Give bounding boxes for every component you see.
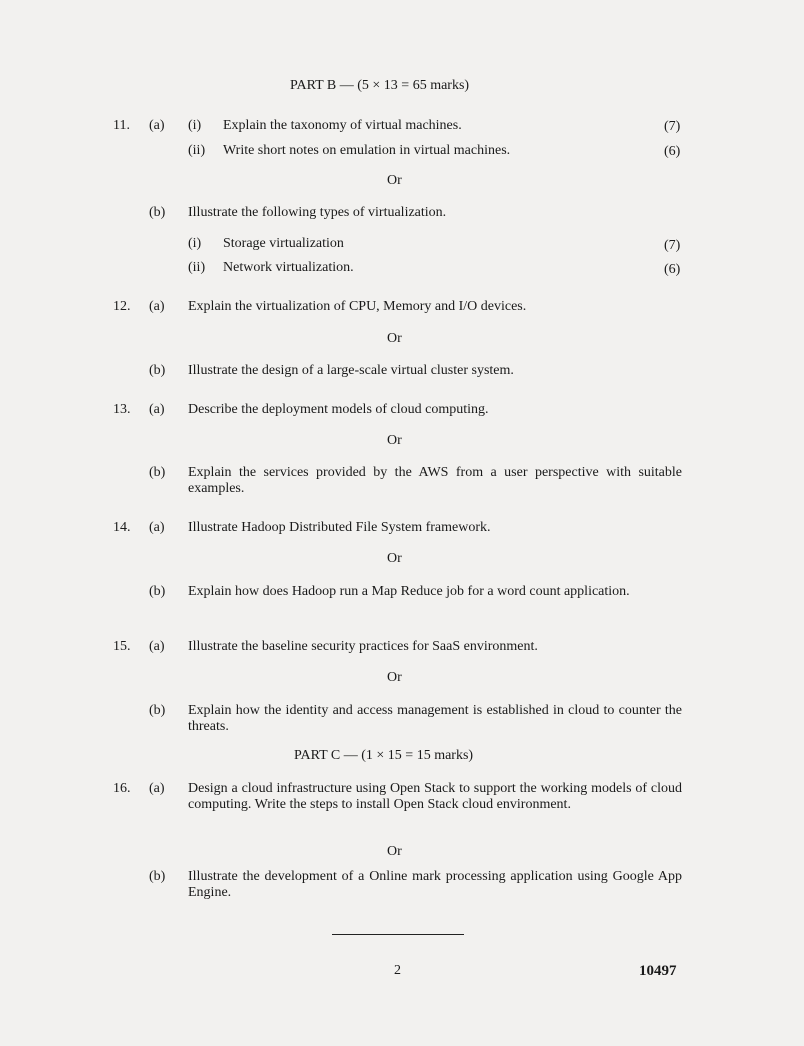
question-16a-label: (a): [149, 781, 165, 796]
question-11a-ii-label: (ii): [188, 143, 206, 158]
question-16-number: 16.: [113, 781, 131, 796]
question-15a-label: (a): [149, 639, 165, 654]
question-11b-i-text: Storage virtualization: [223, 236, 344, 251]
question-13a-label: (a): [149, 402, 165, 417]
question-15b-label: (b): [149, 703, 166, 718]
question-12-number: 12.: [113, 299, 131, 314]
question-13b-label: (b): [149, 465, 166, 480]
question-11a-i-marks: (7): [664, 119, 681, 134]
question-15-number: 15.: [113, 639, 131, 654]
question-11a-ii-marks: (6): [664, 144, 681, 159]
paper-code: 10497: [639, 963, 677, 979]
question-11b-ii-marks: (6): [664, 262, 681, 277]
question-13a-text: Describe the deployment models of cloud computing.: [188, 402, 489, 417]
question-14b-text: Explain how does Hadoop run a Map Reduce job for a word count application.: [188, 584, 630, 599]
question-14a-label: (a): [149, 520, 165, 535]
question-11b-label: (b): [149, 205, 166, 220]
part-b-heading: PART B — (5 × 13 = 65 marks): [290, 78, 470, 93]
question-13-number: 13.: [113, 402, 131, 417]
question-16b-text: Illustrate the development of a Online mark processing application using Google App Engine.: [188, 869, 682, 900]
question-12b-label: (b): [149, 363, 166, 378]
question-11b-i-marks: (7): [664, 238, 681, 253]
question-11a-ii-text: Write short notes on emulation in virtual machines.: [223, 143, 511, 158]
question-14a-text: Illustrate Hadoop Distributed File System framework.: [188, 520, 491, 535]
question-15b-text: Explain how the identity and access management is established in cloud to counter the threats.: [188, 703, 682, 734]
question-14-number: 14.: [113, 520, 131, 535]
question-11a-i-label: (i): [188, 118, 202, 133]
question-16a-text: Design a cloud infrastructure using Open Stack to support the working models of cloud computing. Write the steps to install Open Stack cloud environment.: [188, 781, 682, 812]
question-12a-label: (a): [149, 299, 165, 314]
question-12b-text: Illustrate the design of a large-scale virtual cluster system.: [188, 363, 514, 378]
question-11a-label: (a): [149, 118, 165, 133]
question-13-or: Or: [387, 433, 402, 448]
page-number: 2: [394, 963, 401, 978]
question-11-or: Or: [387, 173, 402, 188]
question-14-or: Or: [387, 551, 402, 566]
part-c-heading: PART C — (1 × 15 = 15 marks): [294, 748, 474, 763]
question-11-number: 11.: [113, 118, 130, 133]
question-12-or: Or: [387, 331, 402, 346]
question-16b-label: (b): [149, 869, 166, 884]
question-11a-i-text: Explain the taxonomy of virtual machines.: [223, 118, 462, 133]
question-11b-text: Illustrate the following types of virtualization.: [188, 205, 447, 220]
question-11b-ii-text: Network virtualization.: [223, 260, 354, 275]
question-12a-text: Explain the virtualization of CPU, Memory and I/O devices.: [188, 299, 527, 314]
question-11b-ii-label: (ii): [188, 260, 206, 275]
question-15-or: Or: [387, 670, 402, 685]
question-15a-text: Illustrate the baseline security practices for SaaS environment.: [188, 639, 538, 654]
end-rule: [332, 934, 464, 935]
question-14b-label: (b): [149, 584, 166, 599]
question-16-or: Or: [387, 844, 402, 859]
question-13b-text: Explain the services provided by the AWS from a user perspective with suitable examples.: [188, 465, 682, 496]
question-11b-i-label: (i): [188, 236, 202, 251]
